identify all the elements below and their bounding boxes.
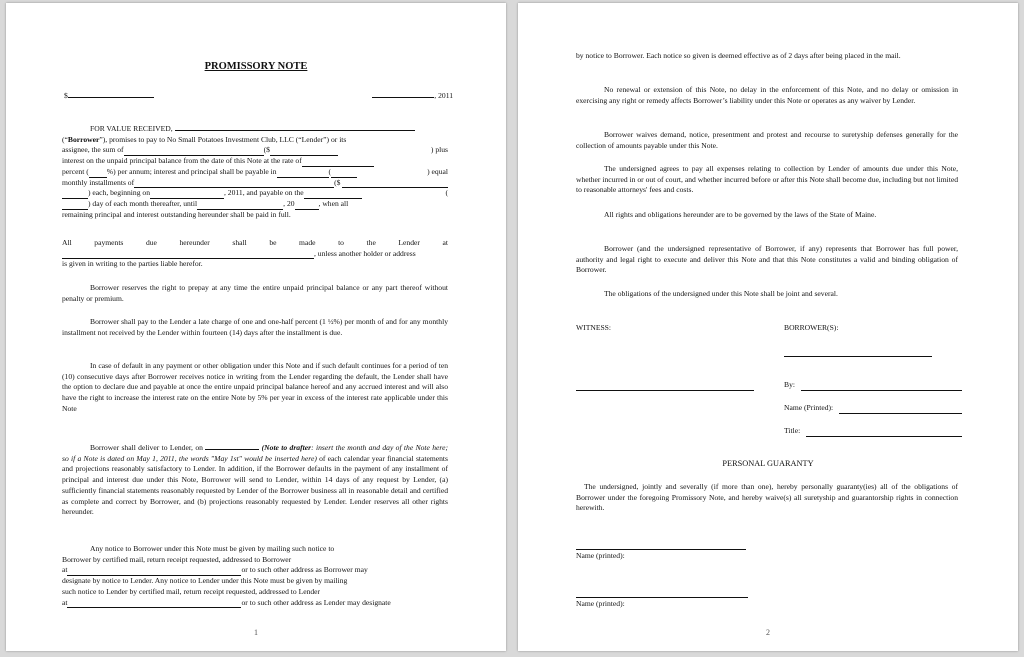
guarantor-2-signature-line <box>576 597 748 598</box>
guarantor-1-signature-line <box>576 549 746 550</box>
witness-signature-line <box>576 390 754 391</box>
paragraph-value-received: FOR VALUE RECEIVED, (“Borrower”), promises to pay to No Small Potatoes Investment Club, LLC (“Lender”) or its assignee, the sum of ($ ) plus interest on the unpaid principal balance from the date of this Note at the rate of percent ( %) per annum; interest and principal shall be payable in ( ) equal monthly installments of ($ ) each, beginning on , 2011, and payable on the ( ) day of each month thereafter, until , 20 , when all remaining principal and interest outstanding hereunder shall be paid in full. <box>62 124 448 219</box>
paragraph-notice: Any notice to Borrower under this Note must be given by mailing such notice to Borrower by certified mail, return receipt requested, addressed to Borrower at or to such other address as Borrower may designate by notice to Lender. Any notice to Lender under this Note must be given by mailing such notice to Lender by certified mail, return receipt requested, addressed to Lender at or to such other address as Lender may designate <box>62 544 391 607</box>
paragraph-financial-statements: Borrower shall deliver to Lender, on (Note to drafter: insert the month and day of the Note here; so if a Note is dated on May 1, 2011, the words "May 1st" would be inserted here) of each calendar year financial statements and projections reasonably satisfactory to Lender. In addition, if the Borrower defaults in the payment of any installment of principal and interest due under this Note, Borrower will send to Lender, within 14 days of any request by Lender, (a) sufficiently financial statements reasonably requested by Lender of the Borrower business all in reasonable detail and certified as complete and correct by Borrower, and (b) projections reasonably requested by Lender. Lender reserves all other rights hereunder. <box>62 443 449 517</box>
guarantor-1-name-label: Name (printed): <box>576 551 625 560</box>
amount-blank <box>68 89 154 98</box>
amount-line: $ <box>64 89 159 102</box>
title-line: Title: <box>784 426 962 437</box>
name-printed-line: Name (Printed): <box>784 403 962 414</box>
paragraph-prepay: Borrower reserves the right to prepay at any time the entire unpaid principal balance or any part thereof without penalty or premium. <box>62 283 448 303</box>
document-title: PROMISSORY NOTE <box>204 61 308 72</box>
document-page-1 <box>6 3 506 651</box>
paragraph-joint-several: The obligations of the undersigned under this Note shall be joint and several. <box>604 289 838 298</box>
paragraph-late-charge: Borrower shall pay to the Lender a late charge of one and one-half percent (1 ½%) per month of and for any monthly installment not received by the Lender within fourteen (14) days after the installment is due. <box>62 317 448 337</box>
paragraph-collection-expenses: The undersigned agrees to pay all expenses relating to collection by Lender of amounts due under this Note, whether incurred in or out of court, and whether incurred before or after this Note shall become due, including but not limited to reasonable attorneys' fees and costs. <box>576 164 958 195</box>
by-line: By: <box>784 380 962 391</box>
paragraph-guaranty: The undersigned, jointly and severally (if more than one), hereby personally guaranty(ies) all of the obligations of Borrower under the foregoing Promissory Note, and hereby waive(s) all suretyship and guarantorship rights in connection herewith. <box>576 482 958 513</box>
paragraph-notice-continued: by notice to Borrower. Each notice so given is deemed effective as of 2 days after being placed in the mail. <box>576 51 901 60</box>
payments-line: All payments due hereunder shall be made to the Lender at <box>62 238 448 247</box>
borrower-signature-line <box>784 356 932 357</box>
paragraph-governing-law: All rights and obligations hereunder are to be governed by the laws of the State of Maine. <box>604 210 877 219</box>
paragraph-authority: Borrower (and the undersigned representative of Borrower, if any) represents that Borrower has full power, authority and legal right to execute and deliver this Note and that this Note constitutes a valid and binding obligation of Borrower. <box>576 244 958 275</box>
page-number: 2 <box>766 628 770 637</box>
borrowers-label: BORROWER(S): <box>784 323 839 332</box>
date-line: , 2011 <box>358 89 453 102</box>
page-number: 1 <box>254 628 258 637</box>
paragraph-default: In case of default in any payment or other obligation under this Note and if such default continues for a period of ten (10) consecutive days after Borrower receives notice in writing from the Lender regarding the default, the Lender shall have the option to declare due and payable at once the entire unpaid principal balance hereof and any accrued interest and will also have the right to increase the interest rate on the entire Note by 5% per year in excess of the interest rate applicable under this Note <box>62 361 448 413</box>
paragraph-no-waiver: No renewal or extension of this Note, no delay in the enforcement of this Note, and no delay or omission in exercising any right or remedy affects Borrower’s liability under this Note or operates as any waiver by Lender. <box>576 85 958 105</box>
guarantor-2-name-label: Name (printed): <box>576 599 625 608</box>
date-blank <box>372 89 434 98</box>
paragraph-waives-demand: Borrower waives demand, notice, presentment and protest and recourse to suretyship defenses generally for the collection of amounts payable under this Note. <box>576 130 958 150</box>
personal-guaranty-heading: PERSONAL GUARANTY <box>722 459 814 468</box>
paragraph-payments: All payments due hereunder shall be made to the Lender at , unless another holder or address is given in writing to the parties liable herefor. <box>62 238 448 269</box>
document-page-2 <box>518 3 1018 651</box>
witness-label: WITNESS: <box>576 323 612 332</box>
